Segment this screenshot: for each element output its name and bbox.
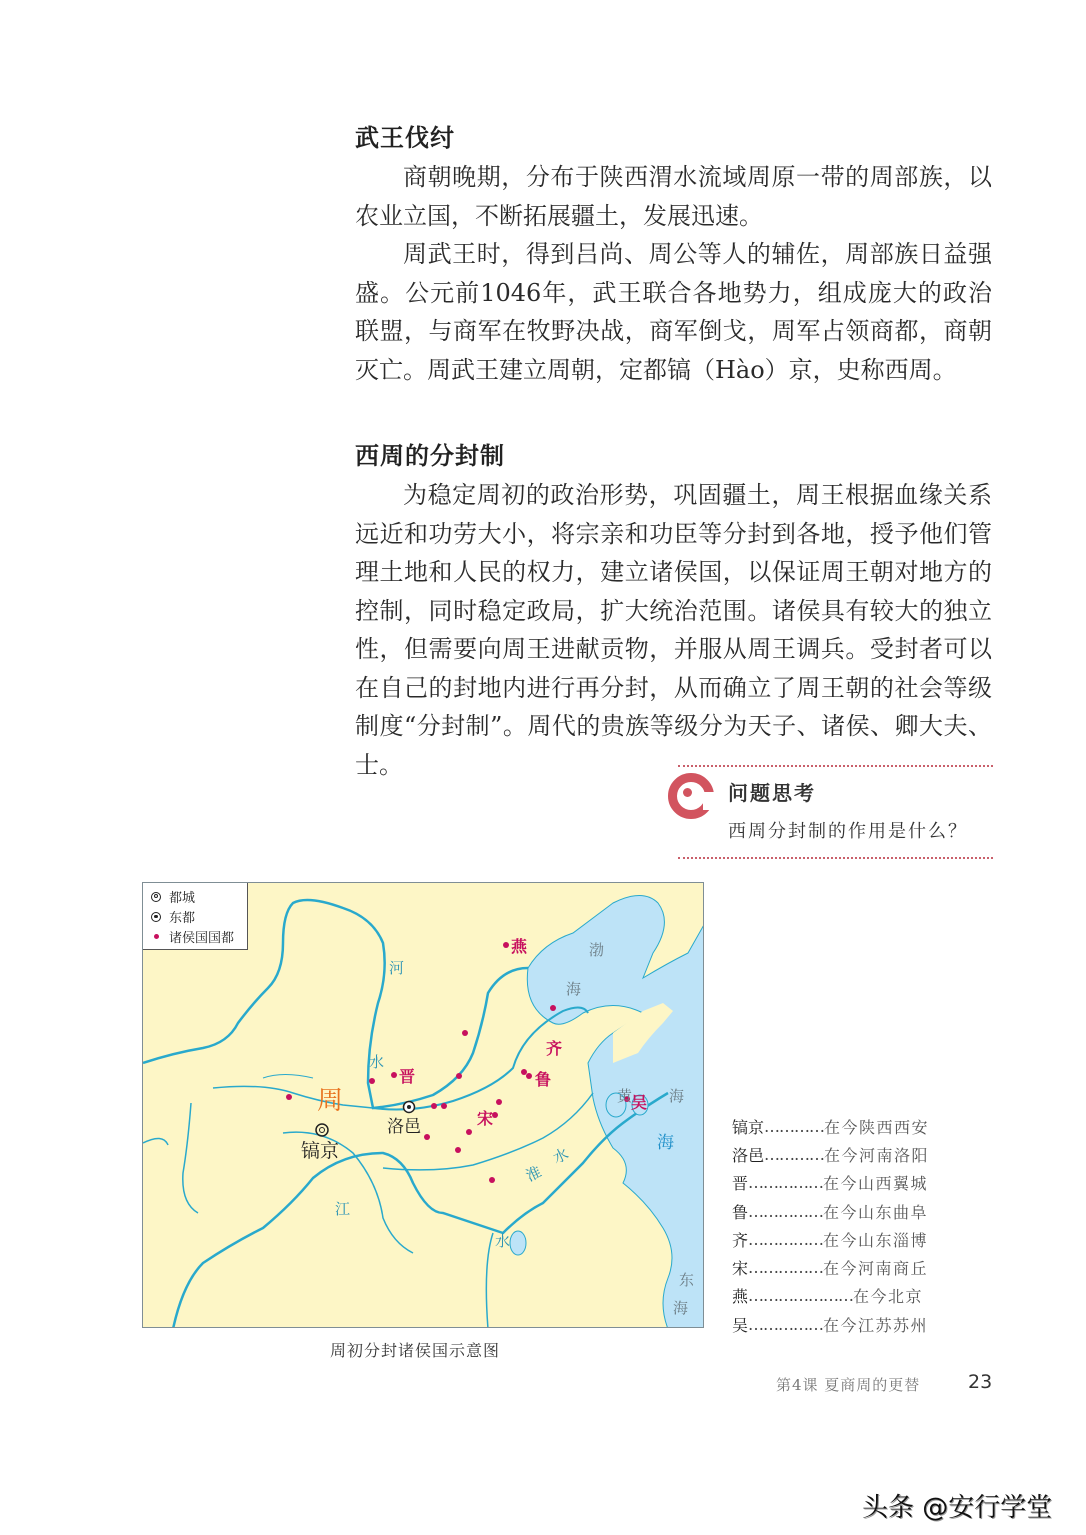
map-legend	[143, 883, 248, 950]
dotted-divider	[678, 765, 993, 767]
legend-item-capital: 都城	[151, 887, 195, 906]
think-title: 问题思考	[728, 781, 816, 805]
river-label: 淮	[523, 1162, 545, 1186]
state-label-song: 宋	[477, 1109, 494, 1128]
glossary-row: 鲁 …………… 在今山东曲阜	[732, 1201, 929, 1222]
section-heading-fenfeng: 西周的分封制	[355, 442, 505, 470]
sea-label: 海	[673, 1299, 689, 1317]
dotted-circle-icon	[151, 912, 161, 922]
lesson-footer: 第4课 夏商周的更替	[776, 1376, 921, 1394]
sea-label: 东	[679, 1271, 695, 1289]
state-label-yan: 燕	[511, 937, 528, 956]
glossary-row: 洛邑 ………… 在今河南洛阳	[732, 1144, 930, 1165]
region-label-zhou: 周	[317, 1086, 344, 1116]
city-label-luoyi: 洛邑	[387, 1117, 421, 1137]
place-glossary	[732, 1112, 929, 1338]
dot-icon	[154, 934, 159, 939]
legend-item-fief-capital: 诸侯国国都	[151, 927, 234, 946]
think-box	[668, 765, 993, 860]
river-label: 水	[495, 1232, 511, 1250]
question-bubble-icon	[668, 773, 714, 819]
state-label-lu: 鲁	[535, 1070, 552, 1089]
map-zhou-fiefs	[142, 882, 704, 1328]
watermark: 头条 @安行学堂	[862, 1493, 1053, 1523]
paragraph: 周武王时，得到吕尚、周公等人的辅佐，周部族日益强盛。公元前1046年，武王联合各地势力，组成庞大的政治联盟，与商军在牧野决战，商军倒戈，周军占领商都，商朝灭亡。周武王建立周朝，定都镐（Hào）京，史称西周。	[355, 240, 992, 384]
legend-item-east-capital: 东都	[151, 907, 195, 926]
section-body-wuwang	[355, 158, 992, 389]
page-number: 23	[968, 1371, 993, 1393]
dotted-divider	[678, 857, 993, 859]
state-label-wu: 吴	[631, 1093, 648, 1112]
sea-label: 海	[669, 1087, 685, 1105]
glossary-row: 齐 …………… 在今山东淄博	[732, 1229, 929, 1250]
river-label: 水	[369, 1053, 385, 1071]
river-label: 水	[550, 1144, 572, 1168]
sea-label: 黄	[617, 1087, 633, 1105]
state-label-jin: 晋	[399, 1067, 416, 1086]
map-caption: 周初分封诸侯国示意图	[330, 1341, 501, 1360]
glossary-row: 晋 …………… 在今山西翼城	[732, 1173, 929, 1194]
city-label-haojing: 镐京	[301, 1140, 340, 1162]
river-label: 河	[389, 959, 405, 977]
glossary-row: 燕 ………………… 在今北京	[732, 1286, 924, 1307]
river-label: 江	[335, 1200, 351, 1218]
section-heading-wuwang: 武王伐纣	[355, 124, 455, 152]
glossary-row: 镐京 ………… 在今陕西西安	[732, 1116, 930, 1137]
think-question: 西周分封制的作用是什么？	[728, 821, 968, 842]
glossary-row: 宋 …………… 在今河南商丘	[732, 1258, 929, 1279]
double-circle-icon	[151, 892, 161, 902]
sea-label: 海	[566, 980, 582, 998]
sea-label: 渤	[589, 941, 605, 959]
glossary-row: 吴 …………… 在今江苏苏州	[732, 1314, 929, 1335]
paragraph: 商朝晚期，分布于陕西渭水流域周原一带的周部族，以农业立国，不断拓展疆土，发展迅速。	[355, 163, 992, 230]
paragraph: 为稳定周初的政治形势，巩固疆土，周王根据血缘关系远近和功劳大小，将宗亲和功臣等分封到各地，授予他们管理土地和人民的权力，建立诸侯国，以保证周王朝对地方的控制，同时稳定政局，扩大统治范围。诸侯具有较大的独立性，但需要向周王进献贡物，并服从周王调兵。受封者可以在自己的封地内进行再分封，从而确立了周王朝的社会等级制度“分封制”。周代的贵族等级分为天子、诸侯、卿大夫、士。	[355, 481, 992, 779]
state-label-qi: 齐	[546, 1039, 563, 1058]
sea-label: 海	[657, 1133, 674, 1153]
section-body-fenfeng	[355, 476, 992, 784]
